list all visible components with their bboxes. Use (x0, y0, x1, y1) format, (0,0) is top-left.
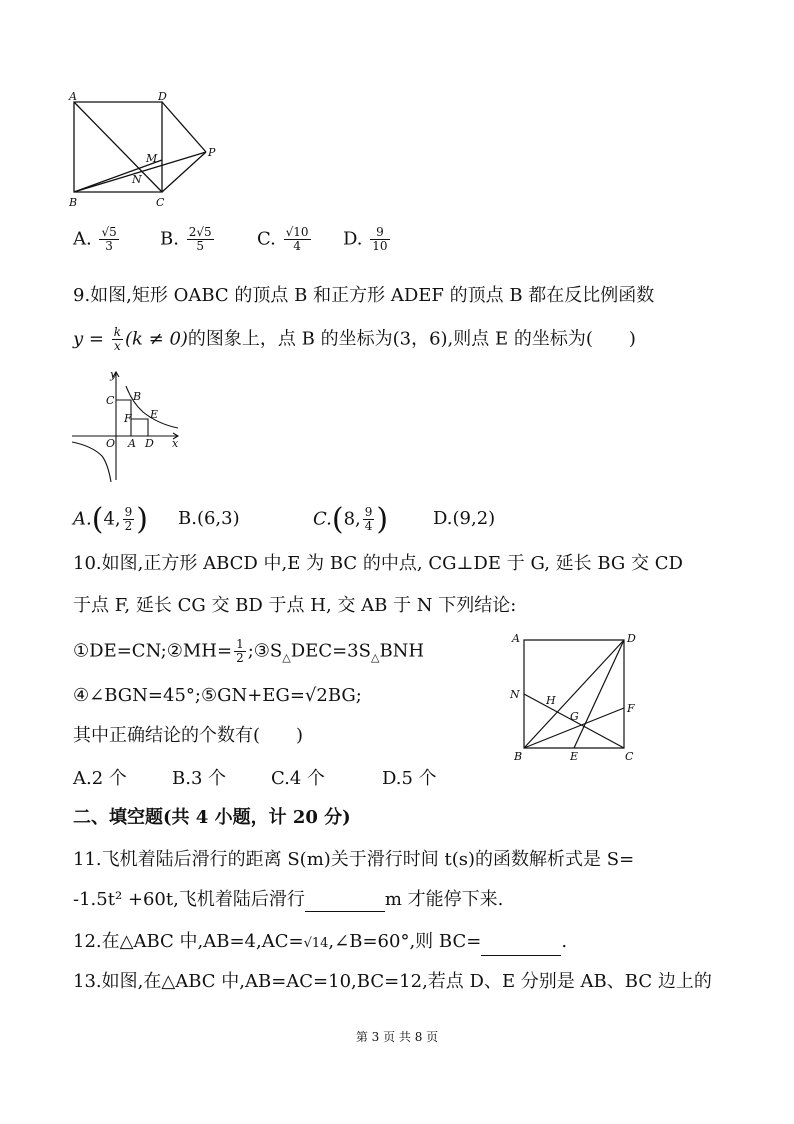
q10-option-c[interactable]: C.4 个 (271, 768, 326, 789)
q10-option-a[interactable]: A.2 个 (73, 768, 127, 789)
fig9-label-f: F (124, 412, 132, 425)
q8-option-d[interactable]: D. $\frac{9}{10}$ (343, 225, 388, 253)
q10-line-4: ④∠BGN=45°;⑤GN+EG=√2BG; (73, 685, 362, 706)
q9-formula-y: y (73, 328, 84, 350)
q8-option-b[interactable]: B. $\frac{2√5}{5}$ (160, 225, 212, 253)
fig10-label-h: H (546, 694, 556, 707)
q10-option-d[interactable]: D.5 个 (382, 768, 437, 789)
fig8-label-a: A (69, 92, 77, 103)
fig9-label-a: A (128, 437, 136, 450)
q13-line-1: 13.如图,在△ABC 中,AB=AC=10,BC=12,若点 D、E 分别是 AB、BC 边上的 (73, 971, 712, 992)
fig10-label-n: N (510, 688, 520, 701)
q10-line-2: 于点 F, 延长 CG 交 BD 于点 H, 交 AB 于 N 下列结论: (73, 595, 517, 616)
fig9-label-o: O (106, 437, 116, 450)
fig10-label-d: D (627, 632, 636, 645)
q11-line-2: -1.5t² +60t,飞机着陆后滑行 m 才能停下来. (73, 889, 504, 910)
fig10-label-f: F (627, 702, 635, 715)
fig9-label-b: B (133, 390, 142, 403)
q9-line-1: 9.如图,矩形 OABC 的顶点 B 和正方形 ADEF 的顶点 B 都在反比例函数 (73, 285, 655, 306)
q9-option-c[interactable]: C.(8, $\frac{9}{4}$ ) (313, 502, 389, 537)
q10-line-3: ①DE=CN;②MH= $\frac{1}{2}$ $;③S_\triangle DEC=3S_\triangle BNH$ (73, 637, 425, 665)
fig10-label-a: A (512, 632, 520, 645)
q11-line-1: 11.飞机着陆后滑行的距离 S(m)关于滑行时间 t(s)的函数解析式是 S= (73, 849, 635, 870)
q10-line-1: 10.如图,正方形 ABCD 中,E 为 BC 的中点, CG⊥DE 于 G, 延长 BG 交 CD (73, 553, 683, 574)
figure-q9 (68, 368, 184, 486)
fig8-label-b: B (69, 196, 78, 209)
section-2-title: 二、填空题(共 4 小题，计 20 分) (73, 807, 351, 828)
figure-q10 (504, 630, 644, 765)
fig9-label-d: D (145, 437, 154, 450)
q12-answer-blank[interactable] (481, 937, 561, 956)
q11-answer-blank[interactable] (305, 893, 385, 912)
fig9-label-y: y (110, 368, 117, 381)
fig8-label-n: N (132, 173, 142, 186)
q9-line-2-rest: 的图象上，点 B 的坐标为(3，6),则点 E 的坐标为( ) (187, 328, 636, 350)
fig9-label-x: x (172, 437, 179, 450)
q9-option-d[interactable]: D.(9,2) (433, 508, 496, 529)
fig10-label-g: G (570, 710, 579, 723)
q10-option-b[interactable]: B.3 个 (172, 768, 227, 789)
q10-line-5: 其中正确结论的个数有( ) (73, 725, 304, 746)
q8-option-c[interactable]: C. $\frac{√10}{4}$ (257, 225, 309, 253)
page-footer: 第 3 页 共 8 页 (355, 1030, 439, 1044)
fig8-label-p: P (208, 146, 216, 159)
fig10-label-e: E (570, 750, 579, 763)
fig8-label-m: M (146, 152, 158, 165)
q12-line: 12.在△ABC 中,AB=4,AC=√14,∠B=60°,则 BC= . (73, 930, 567, 956)
fig8-label-d: D (158, 92, 167, 103)
fig10-label-b: B (514, 750, 523, 763)
q9-option-b[interactable]: B.(6,3) (178, 508, 240, 529)
q9-option-a[interactable]: A.(4, $\frac{9}{2}$ ) (73, 502, 148, 537)
fig8-label-c: C (156, 196, 165, 209)
q9-line-2: y = $\frac{k}{x}$ (k ≠ 0)的图象上，点 B 的坐标为(3，6),则点 E 的坐标为( ) (73, 325, 636, 353)
q9-formula-cond: (k ≠ 0) (124, 328, 188, 350)
q8-option-a[interactable]: A. $\frac{√5}{3}$ (73, 225, 117, 253)
fig9-label-e: E (150, 408, 159, 421)
figure-q8 (66, 92, 226, 210)
fig10-label-c: C (625, 750, 634, 763)
fig9-label-c: C (106, 394, 115, 407)
